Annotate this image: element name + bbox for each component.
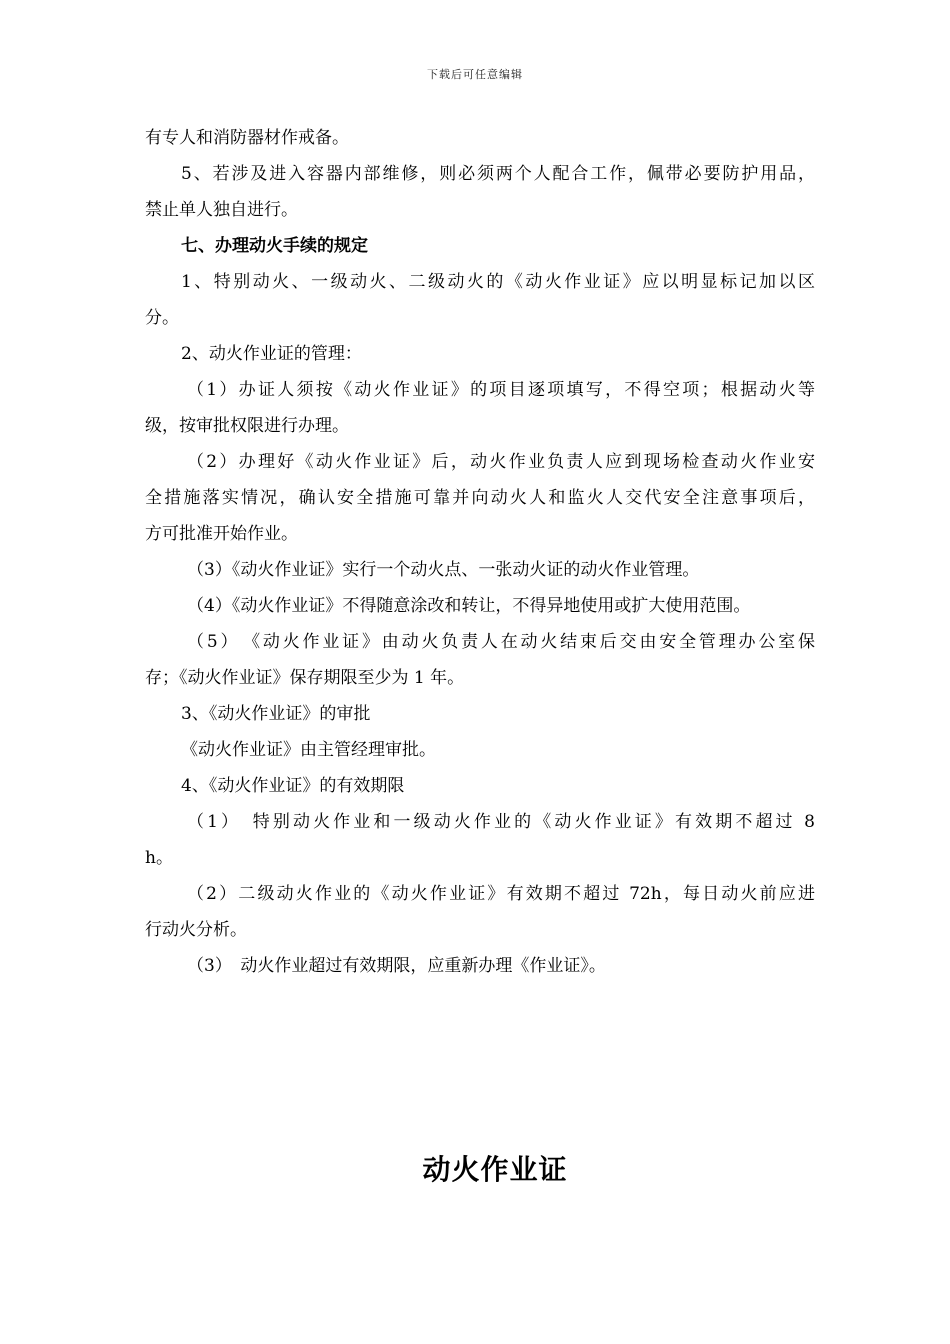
paragraph-line: 3、《动火作业证》的审批 <box>181 704 371 724</box>
paragraph-line: 全措施落实情况，确认安全措施可靠并向动火人和监火人交代安全注意事项后， <box>145 488 815 508</box>
paragraph-line: 有专人和消防器材作戒备。 <box>145 128 349 148</box>
paragraph-line: （3） 动火作业超过有效期限，应重新办理《作业证》。 <box>187 956 606 976</box>
paragraph-line: （5） 《动火作业证》由动火负责人在动火结束后交由安全管理办公室保 <box>187 632 815 652</box>
paragraph-line: （3）《动火作业证》实行一个动火点、一张动火证的动火作业管理。 <box>187 560 700 580</box>
paragraph-line: 2、动火作业证的管理： <box>181 344 362 364</box>
paragraph-line: 方可批准开始作业。 <box>145 524 298 544</box>
paragraph-line: 5、若涉及进入容器内部维修，则必须两个人配合工作，佩带必要防护用品， <box>181 164 815 184</box>
paragraph-line: 4、《动火作业证》的有效期限 <box>181 776 405 796</box>
paragraph-line: （1）办证人须按《动火作业证》的项目逐项填写，不得空项；根据动火等 <box>187 380 815 400</box>
paragraph-line: （4）《动火作业证》不得随意涂改和转让，不得异地使用或扩大使用范围。 <box>187 596 751 616</box>
paragraph-line: （1） 特别动火作业和一级动火作业的《动火作业证》有效期不超过 8 <box>187 812 815 832</box>
paragraph-line: 行动火分析。 <box>145 920 247 940</box>
page-header: 下载后可任意编辑 <box>427 68 523 81</box>
paragraph-line: 分。 <box>145 308 179 328</box>
paragraph-line: 1、特别动火、一级动火、二级动火的《动火作业证》应以明显标记加以区 <box>181 272 815 292</box>
paragraph-line: 禁止单人独自进行。 <box>145 200 298 220</box>
paragraph-line: 《动火作业证》由主管经理审批。 <box>181 740 436 760</box>
paragraph-line: h。 <box>145 848 173 868</box>
paragraph-line: 级，按审批权限进行办理。 <box>145 416 349 436</box>
section-heading: 七、办理动火手续的规定 <box>181 236 368 256</box>
paragraph-line: （2）二级动火作业的《动火作业证》有效期不超过 72h，每日动火前应进 <box>187 884 815 904</box>
document-body <box>145 120 815 984</box>
document-title: 动火作业证 <box>422 1153 568 1186</box>
paragraph-line: 存；《动火作业证》保存期限至少为 1 年。 <box>145 668 465 688</box>
paragraph-line: （2）办理好《动火作业证》后，动火作业负责人应到现场检查动火作业安 <box>187 452 815 472</box>
